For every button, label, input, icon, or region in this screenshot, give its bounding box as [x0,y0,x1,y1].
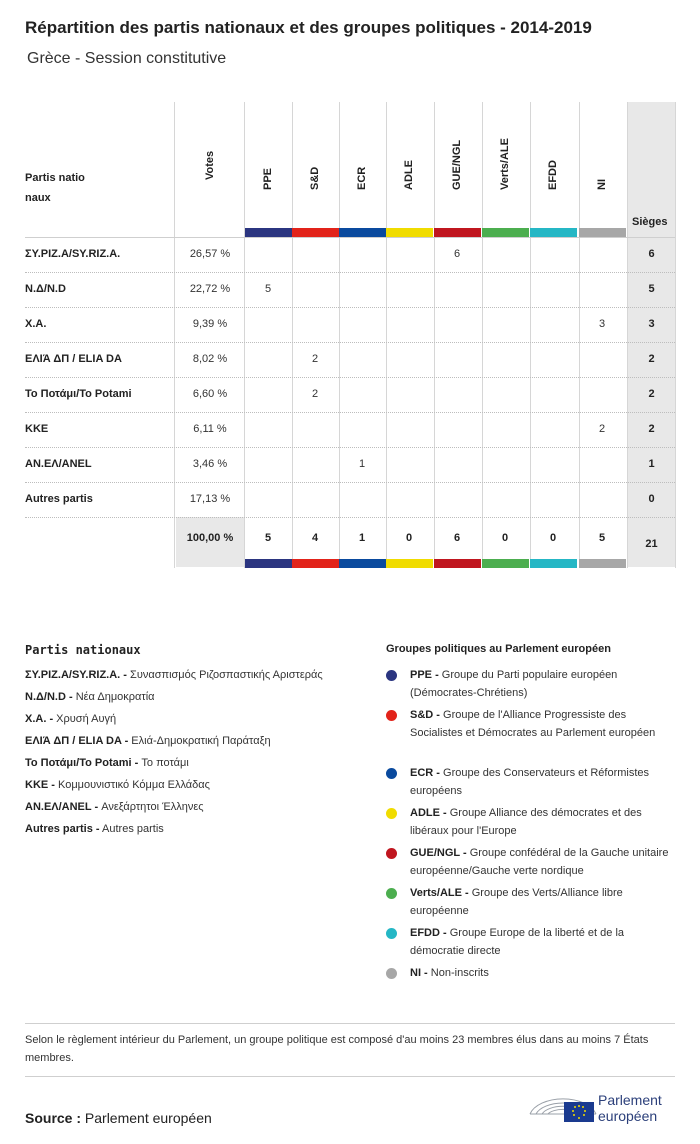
party-legend-abbr: Ν.Δ/N.D - [25,691,73,703]
group-color-bar [434,228,481,237]
row-seat-count: 2 [311,388,319,400]
row-votes: 6,60 % [192,388,228,400]
group-legend-name: Groupe du Parti populaire européen (Démocrates-Chrétiens) [410,669,618,699]
row-votes: 22,72 % [189,283,231,295]
row-seat-count: 3 [598,318,606,330]
row-votes: 26,57 % [189,248,231,260]
row-total-seats: 2 [648,388,655,400]
row-votes: 8,02 % [192,353,228,365]
group-legend-text [410,666,676,702]
group-column-header: ECR [356,166,368,190]
group-legend-abbr: Verts/ALE - [410,887,469,899]
column-divider [579,102,580,568]
row-party-label: Χ.Α. [25,318,47,330]
row-votes: 9,39 % [192,318,228,330]
group-color-bar-bottom [579,559,626,568]
group-legend-name: Groupe Europe de la liberté et de la démocratie directe [410,927,625,957]
row-seat-count: 2 [311,353,319,365]
votes-column-header: Votes [204,150,216,180]
party-legend-name: Συνασπισμός Ριζοσπαστικής Αριστεράς [126,669,323,681]
header-divider [25,237,675,238]
group-legend-name: Groupe des Conservateurs et Réformistes européens [410,767,650,797]
party-legend-item [25,735,271,747]
group-column-header: GUE/NGL [451,139,463,190]
row-seat-count: 5 [264,283,272,295]
row-votes: 3,46 % [192,458,228,470]
group-color-bar [482,228,529,237]
page-title: Répartition des partis nationaux et des groupes politiques - 2014-2019 [25,18,592,37]
row-party-label: Ν.Δ/N.D [25,283,66,295]
total-group-seats: 5 [264,532,272,544]
column-divider [530,102,531,568]
source-value: Parlement européen [84,1110,212,1126]
total-group-seats: 0 [549,532,557,544]
group-color-bar-bottom [339,559,386,568]
party-legend-name: Νέα Δημοκρατία [72,691,155,703]
party-legend-name: Ανεξάρτητοι Έλληνες [98,801,204,813]
row-party-label: Autres partis [25,493,93,505]
group-column-header: EFDD [547,160,559,190]
group-color-bar-bottom [245,559,292,568]
total-votes: 100,00 % [186,532,234,544]
group-color-bar [579,228,626,237]
column-divider [482,102,483,568]
group-legend-text [410,804,676,840]
group-color-dot-icon [386,768,397,779]
group-legend-text [410,964,676,982]
group-legend-name: Groupe confédéral de la Gauche unitaire européenne/Gauche verte nordique [410,847,669,877]
row-total-seats: 3 [648,318,655,330]
row-seat-count: 2 [598,423,606,435]
group-color-dot-icon [386,928,397,939]
group-color-dot-icon [386,968,397,979]
party-legend-abbr: Το Ποτάμι/To Potami - [25,757,139,769]
party-legend-name: Το ποτάμι [138,757,189,769]
page-subtitle: Grèce - Session constitutive [27,50,227,67]
group-legend-abbr: GUE/NGL - [410,847,467,859]
seats-column-header: Sièges [632,216,668,228]
row-total-seats: 2 [648,423,655,435]
party-legend-item [25,757,189,769]
party-legend-item [25,691,155,703]
group-color-bar-bottom [386,559,433,568]
row-party-label: ΑΝ.ΕΛ/ANEL [25,458,92,470]
total-seats: 21 [645,538,658,550]
group-legend-name: Groupe des Verts/Alliance libre européenne [410,887,623,917]
group-legend-text [410,924,676,960]
party-legend-item [25,801,204,813]
party-legend-abbr: ΕΛΙΆ ΔΠ / ELIA DA - [25,735,129,747]
row-total-seats: 5 [648,283,655,295]
party-legend-abbr: Χ.Α. - [25,713,54,725]
footnote-divider-bottom [25,1076,675,1077]
group-legend-text [410,764,676,800]
total-group-seats: 0 [501,532,509,544]
party-legend-abbr: ΚΚΕ - [25,779,55,791]
row-total-seats: 0 [648,493,655,505]
row-divider [25,307,675,308]
group-column-header: Verts/ALE [499,138,511,190]
source [25,1110,212,1126]
row-divider [25,447,675,448]
footnote: Selon le règlement intérieur du Parlement, un groupe politique est composé d'au moins 23 membres élus dans au moins 7 États membres. [25,1034,649,1064]
group-legend-abbr: ECR - [410,767,440,779]
party-legend-name: Κομμουνιστικό Κόμμα Ελλάδας [54,779,210,791]
group-color-bar [339,228,386,237]
source-label: Source : [25,1110,82,1126]
party-legend-title: Partis nationaux [25,643,141,657]
party-legend-item [25,779,210,791]
group-color-dot-icon [386,710,397,721]
group-column-header: S&D [309,166,321,190]
row-party-label: ΣΥ.ΡΙΖ.Α/SY.RIZ.A. [25,248,121,260]
party-legend-abbr: Autres partis - [25,823,100,835]
group-color-bar [245,228,292,237]
group-color-bar-bottom [292,559,339,568]
party-legend-item [25,669,323,681]
logo-line-2: européen [598,1108,658,1124]
party-legend-name: Autres partis [99,823,164,835]
group-column-header: ADLE [403,160,415,190]
party-legend-name: Ελιά-Δημοκρατική Παράταξη [128,735,271,747]
row-divider [25,412,675,413]
group-color-dot-icon [386,670,397,681]
group-legend-name: Non-inscrits [427,967,489,979]
group-color-bar [386,228,433,237]
group-legend-name: Groupe Alliance des démocrates et des libéraux pour l'Europe [410,807,642,837]
party-legend-item [25,823,164,835]
group-color-dot-icon [386,808,397,819]
row-divider [25,517,675,518]
column-divider [244,102,245,568]
row-total-seats: 2 [648,353,655,365]
row-party-label: Το Ποτάμι/To Potami [25,388,132,400]
group-legend-text [410,844,676,880]
column-divider [434,102,435,568]
total-group-seats: 1 [358,532,366,544]
group-legend-abbr: EFDD - [410,927,447,939]
group-legend-abbr: PPE - [410,669,439,681]
row-votes: 6,11 % [193,423,227,435]
group-color-dot-icon [386,888,397,899]
row-votes: 17,13 % [189,493,231,505]
row-party-label: ΚΚΕ [25,423,49,435]
row-total-seats: 1 [648,458,655,470]
group-color-bar-bottom [434,559,481,568]
column-divider [386,102,387,568]
party-legend-item [25,713,116,725]
total-group-seats: 6 [453,532,461,544]
row-party-label: ΕΛΙΆ ΔΠ / ELIA DA [25,353,122,365]
total-group-seats: 4 [311,532,319,544]
group-color-bar [292,228,339,237]
row-divider [25,377,675,378]
logo-line-1: Parlement [598,1092,662,1108]
column-divider [292,102,293,568]
group-legend-name: Groupe de l'Alliance Progressiste des Socialistes et Démocrates au Parlement européen [410,709,656,739]
total-group-seats: 5 [598,532,606,544]
group-column-header: PPE [262,167,274,190]
group-legend-abbr: ADLE - [410,807,447,819]
group-color-dot-icon [386,848,397,859]
row-divider [25,342,675,343]
parties-column-header: Partis nationaux [25,172,85,204]
party-legend-abbr: ΣΥ.ΡΙΖ.Α/SY.RIZ.A. - [25,669,127,681]
row-seat-count: 1 [358,458,366,470]
group-color-bar [530,228,577,237]
column-divider [339,102,340,568]
group-legend-title: Groupes politiques au Parlement européen [386,643,611,655]
total-group-seats: 0 [405,532,413,544]
group-color-bar-bottom [530,559,577,568]
party-legend-abbr: ΑΝ.ΕΛ/ANEL - [25,801,99,813]
row-divider [25,272,675,273]
footnote-divider-top [25,1023,675,1024]
group-legend-text [410,706,676,742]
group-legend-abbr: NI - [410,967,428,979]
row-divider [25,482,675,483]
column-divider [675,102,676,568]
row-total-seats: 6 [648,248,655,260]
parliament-logo-text [598,1092,662,1124]
group-legend-abbr: S&D - [410,709,440,721]
group-color-bar-bottom [482,559,529,568]
column-divider [174,102,175,568]
group-column-header: NI [596,179,608,190]
group-legend-text [410,884,676,920]
party-legend-name: Χρυσή Αυγή [53,713,117,725]
row-seat-count: 6 [453,248,461,260]
